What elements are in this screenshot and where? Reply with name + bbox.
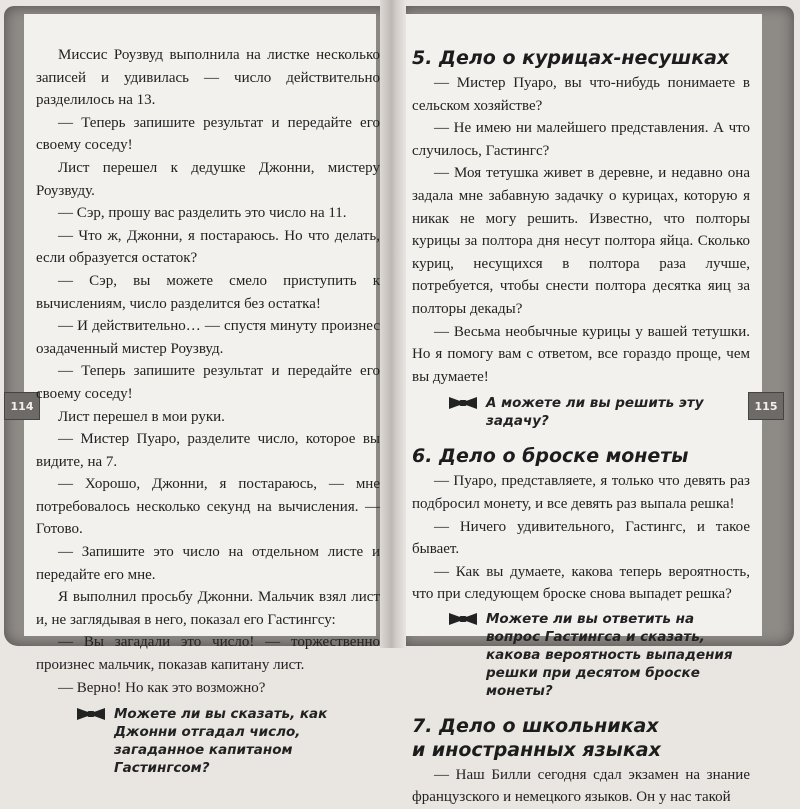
paragraph: — Хорошо, Джонни, я постараюсь, — мне потребовалось несколько секунд на вычисления. — Готово. (36, 476, 380, 538)
paragraph: — Теперь запишите результат и передайте его своему соседу! (36, 114, 380, 154)
paragraph: — Сэр, вы можете смело приступить к вычислениям, число разделится без остатка! (36, 272, 380, 312)
paragraph: Лист перешел в мои руки. (58, 408, 225, 425)
section-7-title (412, 714, 750, 762)
paragraph: — И действительно… — спустя минуту произнес озадаченный мистер Роузвуд. (36, 318, 380, 357)
paragraph: — Не имею ни малейшего представления. А что случилось, Гастингс? (412, 120, 750, 159)
bow-tie-icon (448, 612, 478, 626)
question-section-6 (448, 610, 738, 700)
paragraph: — Наш Билли сегодня сдал экзамен на знание французского и немецкого языков. Он у нас такой (412, 766, 750, 806)
paragraph: — Теперь запишите результат и передайте его своему соседу! (36, 363, 380, 402)
paragraph: — Ничего удивительного, Гастингс, и такое бывает. (412, 518, 750, 558)
bow-tie-icon (448, 396, 478, 410)
paragraph: — Моя тетушка живет в деревне, и недавно она задала мне забавную задачку о курицах, которую я никак не могу решить. Известно, что полторы курицы за полтора дня несут полтора яйца. Сколько куриц, несущихся в полтора раза лучше, потребуется, чтобы снести полтора десятка яиц за полторы декады? (412, 165, 750, 317)
paragraph: — Весьма необычные курицы у вашей тетушки. Но я помогу вам с ответом, все гораздо проще, чем вы думаете! (412, 323, 750, 385)
section-5-title: 5. Дело о курицах-несушках (412, 47, 730, 69)
section-7-title-line-1: 7. Дело о школьниках (412, 714, 659, 737)
paragraph: — Верно! Но как это возможно? (58, 679, 266, 696)
page-number-right: 115 (748, 392, 784, 420)
question-text: Можете ли вы ответить на вопрос Гастингса и сказать, какова вероятность выпадения решки при десятом броске монеты? (486, 610, 733, 699)
paragraph: — Что ж, Джонни, я постараюсь. Но что делать, если образуется остаток? (36, 227, 380, 267)
bow-tie-icon (76, 707, 106, 721)
book-gutter (380, 0, 406, 648)
right-page-text (412, 46, 750, 809)
paragraph: — Мистер Пуаро, вы что-нибудь понимаете в сельском хозяйстве? (412, 75, 750, 114)
paragraph: — Как вы думаете, какова теперь вероятность, что при следующем броске снова выпадет решка? (412, 563, 750, 603)
paragraph: — Мистер Пуаро, разделите число, которое вы видите, на 7. (36, 431, 380, 470)
paragraph: Лист перешел к дедушке Джонни, мистеру Роузвуду. (36, 159, 380, 199)
question-left (76, 705, 336, 777)
paragraph: — Пуаро, представляете, я только что девять раз подбросил монету, и все девять раз выпала решка! (412, 473, 750, 512)
question-text: А можете ли вы решить эту задачу? (486, 395, 704, 430)
question-section-5 (448, 394, 750, 430)
left-page-text (36, 44, 380, 777)
paragraph: — Сэр, прошу вас разделить это число на 11. (58, 205, 347, 222)
page-number-left: 114 (4, 392, 40, 420)
section-7-title-line-2: и иностранных языках (412, 738, 661, 761)
question-text: Можете ли вы сказать, как Джонни отгадал число, загаданное капитаном Гастингсом? (114, 706, 328, 777)
paragraph: Миссис Роузвуд выполнила на листке несколько записей и удивилась — число действительно разделилось на 13. (36, 47, 380, 109)
section-6-title: 6. Дело о броске монеты (412, 445, 689, 468)
paragraph: Я выполнил просьбу Джонни. Мальчик взял лист и, не заглядывая в него, показал его Гастингсу: (36, 589, 380, 628)
paragraph: — Запишите это число на отдельном листе и передайте его мне. (36, 544, 380, 583)
paragraph: — Вы загадали это число! — торжественно произнес мальчик, показав капитану лист. (36, 634, 380, 674)
